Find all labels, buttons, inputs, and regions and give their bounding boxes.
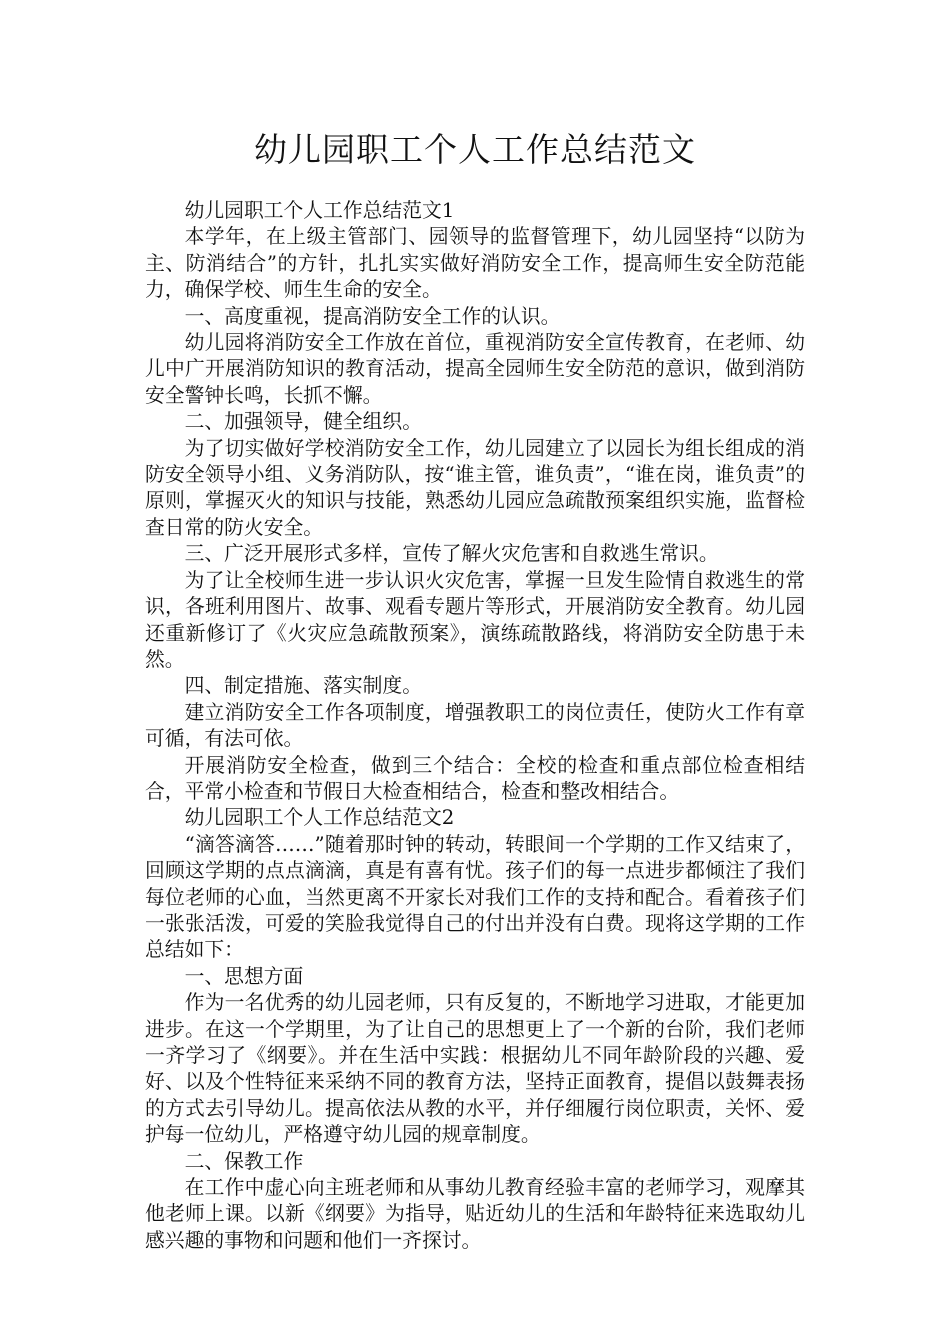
paragraph: 三、广泛开展形式多样，宣传了解火灾危害和自救逃生常识。 bbox=[184, 542, 719, 566]
paragraph: 四、制定措施、落实制度。 bbox=[184, 674, 422, 698]
paragraph: 为了让全校师生进一步认识火灾危害，掌握一旦发生险情自救逃生的常识，各班利用图片、故事、观看专题片等形式，开展消防安全教育。幼儿园还重新修订了《火灾应急疏散预案》，演练疏散路线，将消防安全防患于未然。 bbox=[145, 568, 805, 671]
paragraph: 在工作中虚心向主班老师和从事幼儿教育经验丰富的老师学习，观摩其他老师上课。以新《纲要》为指导，贴近幼儿的生活和年龄特征来选取幼儿感兴趣的事物和问题和他们一齐探讨。 bbox=[145, 1176, 805, 1252]
paragraph: 幼儿园职工个人工作总结范文2 bbox=[184, 806, 455, 830]
document-title: 幼儿园职工个人工作总结范文 bbox=[254, 130, 696, 169]
paragraph: 建立消防安全工作各项制度，增强教职工的岗位责任，使防火工作有章可循，有法可依。 bbox=[145, 700, 805, 751]
paragraph: 开展消防安全检查，做到三个结合：全校的检查和重点部位检查相结合，平常小检查和节假日大检查相结合，检查和整改相结合。 bbox=[145, 753, 805, 803]
document-body bbox=[145, 198, 805, 1254]
paragraph: 幼儿园职工个人工作总结范文1 bbox=[184, 199, 455, 222]
paragraph: 二、保教工作 bbox=[184, 1149, 304, 1173]
paragraph: 一、思想方面 bbox=[184, 964, 304, 988]
paragraph: 本学年，在上级主管部门、园领导的监督管理下，幼儿园坚持“以防为主、防消结合”的方针，扎扎实实做好消防安全工作，提高师生安全防范能力，确保学校、师生生命的安全。 bbox=[145, 225, 805, 302]
paragraph: “滴答滴答……”随着那时钟的转动，转眼间一个学期的工作又结束了，回顾这学期的点点滴滴，真是有喜有忧。孩子们的每一点进步都倾注了我们每位老师的心血，当然更离不开家长对我们工作的支持和配合。看着孩子们一张张活泼，可爱的笑脸我觉得自己的付出并没有白费。现将这学期的工作总结如下： bbox=[145, 832, 805, 962]
paragraph: 为了切实做好学校消防安全工作，幼儿园建立了以园长为组长组成的消防安全领导小组、义务消防队，按“谁主管，谁负责”，“谁在岗，谁负责”的原则，掌握灭火的知识与技能，熟悉幼儿园应急疏散预案组织实施，监督检查日常的防火安全。 bbox=[145, 436, 805, 539]
paragraph: 一、高度重视，提高消防安全工作的认识。 bbox=[184, 304, 561, 328]
paragraph: 作为一名优秀的幼儿园老师，只有反复的，不断地学习进取，才能更加进步。在这一个学期里，为了让自己的思想更上了一个新的台阶，我们老师一齐学习了《纲要》。并在生活中实践：根据幼儿不同年龄阶段的兴趣、爱好、以及个性特征来采纳不同的教育方法，坚持正面教育，提倡以鼓舞表扬的方式去引导幼儿。提高依法从教的水平，并仔细履行岗位职责，关怀、爱护每一位幼儿，严格遵守幼儿园的规章制度。 bbox=[145, 991, 805, 1147]
paragraph: 幼儿园将消防安全工作放在首位，重视消防安全宣传教育，在老师、幼儿中广开展消防知识的教育活动，提高全园师生安全防范的意识，做到消防安全警钟长鸣，长抓不懈。 bbox=[145, 331, 805, 407]
paragraph: 二、加强领导，健全组织。 bbox=[184, 410, 422, 434]
